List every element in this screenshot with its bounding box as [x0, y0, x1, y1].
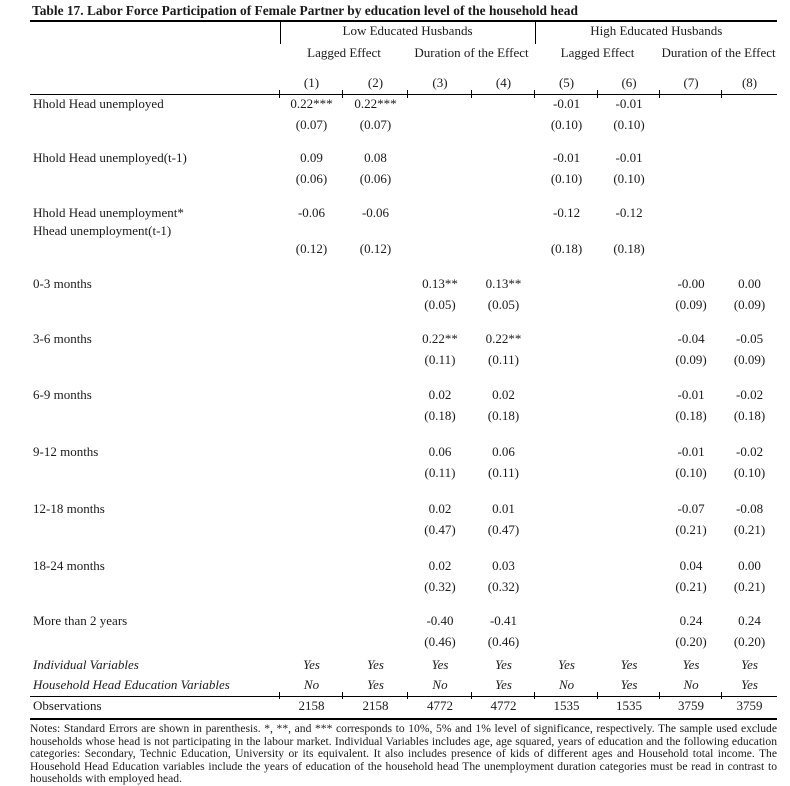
spacer-cell — [30, 191, 777, 204]
se-cell: (0.11) — [488, 352, 519, 367]
se-cell: (0.47) — [424, 522, 456, 537]
coef-cell: 0.00 — [738, 276, 761, 291]
se-cell: (0.05) — [487, 297, 520, 312]
se-cell — [280, 578, 343, 599]
se-cell — [472, 116, 535, 137]
coef-cell — [598, 330, 660, 351]
coef-cell: -0.07 — [677, 501, 705, 516]
coef-cell — [598, 386, 660, 407]
row-label — [30, 204, 280, 240]
se-cell: (0.12) — [359, 241, 392, 256]
se-cell: (0.21) — [733, 522, 766, 537]
spacer-cell — [30, 599, 777, 612]
se-row — [30, 296, 777, 317]
se-cell: (0.06) — [359, 171, 392, 186]
column-number: (2) — [343, 74, 408, 95]
se-cell — [598, 521, 660, 542]
column-number-row — [30, 74, 777, 95]
column-number: (7) — [660, 74, 722, 95]
se-cell: (0.10) — [613, 117, 645, 132]
coef-cell — [408, 95, 472, 117]
coef-row — [30, 500, 777, 521]
column-number: (8) — [722, 74, 777, 95]
coef-cell: -0.12 — [615, 205, 643, 220]
coef-cell: -0.01 — [615, 150, 643, 165]
se-cell — [660, 116, 722, 137]
coef-cell — [598, 500, 660, 521]
se-row — [30, 170, 777, 191]
se-cell: (0.11) — [488, 465, 519, 480]
coef-cell — [722, 149, 777, 170]
row-label-spacer — [30, 170, 280, 191]
spacer-cell — [30, 485, 777, 500]
row-label — [30, 612, 280, 633]
se-cell — [280, 407, 343, 428]
coef-cell: -0.01 — [677, 444, 705, 459]
se-cell — [660, 240, 722, 261]
se-cell: (0.32) — [487, 579, 520, 594]
observations-cell: 4772 — [408, 697, 472, 720]
se-cell: (0.47) — [487, 522, 520, 537]
row-label-line1: Hhold Head unemployed(t-1) — [33, 150, 187, 165]
coef-cell: 0.03 — [492, 558, 515, 573]
coef-cell — [535, 500, 598, 521]
observations-cell: 3759 — [722, 697, 777, 720]
coef-cell — [280, 557, 343, 578]
row-label — [30, 149, 280, 170]
se-cell — [343, 464, 408, 485]
se-cell — [722, 116, 777, 137]
coef-cell: -0.01 — [552, 150, 581, 165]
control-cell: Yes — [741, 657, 758, 672]
table-body — [30, 95, 777, 720]
coef-cell — [535, 443, 598, 464]
group-header-low-educated: Low Educated Husbands — [280, 21, 535, 44]
coef-row — [30, 612, 777, 633]
coef-cell: -0.02 — [735, 444, 764, 459]
coef-cell: 0.22*** — [354, 96, 397, 111]
se-cell — [722, 170, 777, 191]
spacer-cell — [30, 428, 777, 443]
coef-cell: -0.06 — [361, 205, 390, 220]
row-label — [30, 557, 280, 578]
subgroup-lagged-effect-low: Lagged Effect — [307, 45, 381, 60]
coef-cell — [280, 330, 343, 351]
row-label-spacer — [30, 521, 280, 542]
coef-cell: 0.06 — [428, 444, 452, 459]
se-cell: (0.10) — [550, 171, 583, 186]
row-label-line1: 18-24 months — [33, 558, 105, 573]
spacer-row — [30, 261, 777, 275]
spacer-row — [30, 317, 777, 330]
coef-cell — [598, 557, 660, 578]
spacer-cell — [30, 372, 777, 386]
se-cell — [343, 351, 408, 372]
se-cell — [722, 240, 777, 261]
coef-cell — [598, 275, 660, 296]
coef-cell: 0.02 — [492, 387, 515, 402]
coef-cell: -0.08 — [735, 501, 764, 516]
coef-cell: -0.40 — [426, 613, 454, 628]
se-row — [30, 116, 777, 137]
se-cell — [598, 464, 660, 485]
se-cell — [343, 633, 408, 654]
spacer-row — [30, 191, 777, 204]
coef-row — [30, 204, 777, 240]
se-cell — [535, 351, 598, 372]
coef-cell: 0.22*** — [290, 96, 333, 111]
coef-cell — [660, 204, 722, 240]
spacer-row — [30, 485, 777, 500]
coef-cell — [660, 95, 722, 117]
se-cell — [598, 351, 660, 372]
control-cell: Yes — [495, 657, 512, 672]
coef-cell — [535, 557, 598, 578]
coef-cell: -0.01 — [677, 387, 705, 402]
row-label-spacer — [30, 240, 280, 261]
control-cell: No — [432, 677, 448, 692]
coef-cell: 0.02 — [428, 558, 452, 573]
se-cell: (0.05) — [424, 297, 456, 312]
group-header-high-educated: High Educated Husbands — [535, 21, 777, 44]
se-cell — [535, 407, 598, 428]
se-cell: (0.11) — [424, 465, 456, 480]
control-cell: Yes — [558, 657, 575, 672]
column-number: (5) — [535, 74, 598, 95]
column-number: (4) — [472, 74, 535, 95]
coef-cell: -0.05 — [735, 331, 764, 346]
se-cell — [280, 633, 343, 654]
row-label — [30, 275, 280, 296]
spacer-cell — [30, 317, 777, 330]
coef-cell — [280, 443, 343, 464]
coef-cell — [722, 95, 777, 117]
subgroup-header-row — [30, 44, 777, 74]
se-row — [30, 578, 777, 599]
se-cell: (0.21) — [675, 522, 707, 537]
coef-cell: -0.01 — [615, 96, 643, 111]
se-cell: (0.18) — [550, 241, 583, 256]
observations-cell: 1535 — [598, 697, 660, 720]
coef-cell — [343, 557, 408, 578]
se-cell: (0.32) — [424, 579, 456, 594]
coef-row — [30, 330, 777, 351]
control-cell: No — [683, 677, 699, 692]
coef-cell — [343, 330, 408, 351]
se-cell — [598, 407, 660, 428]
se-cell: (0.07) — [295, 117, 328, 132]
spacer-row — [30, 599, 777, 612]
se-cell: (0.10) — [613, 171, 645, 186]
row-label-line2: Hhead unemployment(t-1) — [33, 223, 172, 238]
se-cell — [472, 240, 535, 261]
se-cell: (0.18) — [424, 408, 456, 423]
se-cell: (0.09) — [733, 352, 766, 367]
se-cell — [408, 170, 472, 191]
se-cell — [343, 296, 408, 317]
coef-cell: 0.24 — [738, 613, 761, 628]
row-label — [30, 95, 280, 117]
control-cell: Yes — [682, 657, 700, 672]
coef-cell: -0.06 — [297, 205, 326, 220]
spacer-cell — [30, 542, 777, 557]
header-spacer — [30, 44, 280, 74]
se-cell — [535, 464, 598, 485]
se-cell: (0.20) — [675, 634, 707, 649]
header-spacer — [30, 21, 280, 44]
se-cell — [280, 296, 343, 317]
se-cell — [660, 170, 722, 191]
header-spacer — [30, 74, 280, 95]
spacer-cell — [30, 137, 777, 149]
se-cell: (0.21) — [733, 579, 766, 594]
subgroup-duration-low: Duration of the Effect — [414, 45, 529, 60]
coef-cell — [280, 386, 343, 407]
column-number: (6) — [598, 74, 660, 95]
control-cell: Yes — [367, 677, 384, 692]
coef-cell — [343, 386, 408, 407]
coef-cell: 0.22** — [422, 331, 458, 346]
row-label-spacer — [30, 407, 280, 428]
coef-row — [30, 557, 777, 578]
table-notes: Notes: Standard Errors are shown in parenthesis. *, **, and *** corresponds to 10%, 5% and 1% level of significance, respectively. The sample used exclude households whose head is not participating in the labour market. Individual Variables includes age, age squared, years of education and the following education categories: Secondary, Technic Education, University or its equivalent. It also includes presence of kids of different ages and Household total income. The Household Head Education variables include the years of education of the household head The unemployment duration categories must be read in contrast to households with employed head. — [30, 722, 777, 786]
observations-cell: 4772 — [472, 697, 535, 720]
coef-cell: -0.02 — [735, 387, 764, 402]
control-row — [30, 676, 777, 697]
coef-cell: 0.02 — [428, 387, 452, 402]
coef-cell: -0.12 — [552, 205, 581, 220]
coef-cell — [280, 500, 343, 521]
coef-cell — [343, 443, 408, 464]
control-cell: No — [303, 677, 320, 692]
coef-cell — [343, 500, 408, 521]
se-cell: (0.09) — [675, 297, 707, 312]
se-cell: (0.09) — [733, 297, 766, 312]
coef-cell: 0.04 — [679, 558, 703, 573]
control-row-label: Individual Variables — [33, 657, 139, 672]
column-number: (3) — [408, 74, 472, 95]
se-cell: (0.18) — [487, 408, 520, 423]
coef-cell: 0.22** — [485, 331, 522, 346]
se-row — [30, 521, 777, 542]
coef-cell — [472, 95, 535, 117]
se-cell — [408, 240, 472, 261]
row-label-line1: 3-6 months — [33, 331, 92, 346]
spacer-cell — [30, 261, 777, 275]
se-cell — [598, 633, 660, 654]
control-row-label: Household Head Education Variables — [33, 677, 230, 692]
se-cell — [535, 633, 598, 654]
coef-cell: 0.00 — [738, 558, 761, 573]
row-label — [30, 500, 280, 521]
coef-cell — [598, 612, 660, 633]
coef-cell — [535, 330, 598, 351]
se-cell: (0.18) — [675, 408, 707, 423]
row-label-line1: 9-12 months — [33, 444, 99, 459]
se-cell — [598, 296, 660, 317]
se-cell — [280, 351, 343, 372]
coef-cell — [343, 612, 408, 633]
se-row — [30, 464, 777, 485]
coef-cell: -0.04 — [677, 331, 705, 346]
control-cell: Yes — [303, 657, 320, 672]
se-row — [30, 407, 777, 428]
coef-cell — [660, 149, 722, 170]
table-header — [30, 21, 777, 95]
se-row — [30, 351, 777, 372]
coef-cell — [535, 386, 598, 407]
subgroup-lagged-effect-high: Lagged Effect — [560, 45, 635, 60]
row-label — [30, 330, 280, 351]
coef-cell — [722, 204, 777, 240]
coef-row — [30, 386, 777, 407]
coef-cell — [408, 204, 472, 240]
table-title: Table 17. Labor Force Participation of Female Partner by education level of the household head — [32, 3, 578, 18]
se-cell: (0.18) — [733, 408, 766, 423]
control-cell: No — [558, 677, 575, 692]
row-label-line1: 0-3 months — [33, 276, 92, 291]
coef-cell — [598, 443, 660, 464]
control-cell: Yes — [620, 657, 638, 672]
row-label-line1: Hhold Head unemployment* — [33, 205, 184, 220]
row-label-line1: 12-18 months — [33, 501, 105, 516]
coef-cell — [535, 275, 598, 296]
se-cell — [408, 116, 472, 137]
se-cell: (0.20) — [733, 634, 766, 649]
observations-cell: 2158 — [280, 697, 343, 720]
se-cell: (0.09) — [675, 352, 707, 367]
se-cell — [472, 170, 535, 191]
coef-cell — [280, 275, 343, 296]
coef-row — [30, 149, 777, 170]
coef-cell: -0.01 — [552, 96, 581, 111]
group-header-row — [30, 21, 777, 44]
observations-cell: 3759 — [660, 697, 722, 720]
control-cell: Yes — [620, 677, 638, 692]
row-label-spacer — [30, 464, 280, 485]
row-label-spacer — [30, 633, 280, 654]
se-cell: (0.10) — [675, 465, 707, 480]
row-label-spacer — [30, 116, 280, 137]
se-row — [30, 633, 777, 654]
control-cell: Yes — [741, 677, 758, 692]
se-cell — [343, 407, 408, 428]
observations-cell: 2158 — [343, 697, 408, 720]
observations-cell: 1535 — [535, 697, 598, 720]
coef-cell: 0.13** — [422, 276, 458, 291]
se-cell: (0.12) — [295, 241, 328, 256]
row-label — [30, 443, 280, 464]
se-row — [30, 240, 777, 261]
control-cell: Yes — [367, 657, 384, 672]
coef-row — [30, 275, 777, 296]
observations-row — [30, 697, 777, 720]
coef-cell: -0.00 — [677, 276, 705, 291]
control-row — [30, 656, 777, 676]
coef-cell — [472, 149, 535, 170]
coef-row — [30, 95, 777, 117]
spacer-row — [30, 372, 777, 386]
coef-cell: -0.41 — [489, 613, 518, 628]
coef-cell — [343, 275, 408, 296]
row-label — [30, 386, 280, 407]
se-cell — [535, 578, 598, 599]
row-label-line1: 6-9 months — [33, 387, 92, 402]
coef-cell — [535, 612, 598, 633]
column-number: (1) — [280, 74, 343, 95]
coef-cell: 0.09 — [300, 150, 323, 165]
control-cell: Yes — [495, 677, 512, 692]
se-cell: (0.46) — [424, 634, 456, 649]
se-cell — [280, 521, 343, 542]
se-cell: (0.18) — [613, 241, 645, 256]
se-cell: (0.21) — [675, 579, 707, 594]
spacer-row — [30, 542, 777, 557]
coef-cell — [280, 612, 343, 633]
subgroup-duration-high: Duration of the Effect — [661, 45, 776, 60]
observations-label: Observations — [30, 697, 280, 720]
se-cell — [535, 296, 598, 317]
spacer-row — [30, 428, 777, 443]
coef-cell: 0.24 — [679, 613, 703, 628]
coef-cell: 0.02 — [428, 501, 452, 516]
coef-cell: 0.06 — [492, 444, 515, 459]
row-label-line1: More than 2 years — [33, 613, 128, 628]
se-cell: (0.07) — [359, 117, 392, 132]
se-cell — [598, 578, 660, 599]
se-cell: (0.06) — [295, 171, 328, 186]
se-cell: (0.46) — [487, 634, 520, 649]
se-cell — [535, 521, 598, 542]
spacer-row — [30, 137, 777, 149]
se-cell: (0.11) — [424, 352, 456, 367]
se-cell: (0.10) — [550, 117, 583, 132]
se-cell — [343, 578, 408, 599]
row-label-line1: Hhold Head unemployed — [33, 96, 164, 111]
row-label-spacer — [30, 296, 280, 317]
coef-cell: 0.08 — [364, 150, 387, 165]
regression-table — [30, 20, 777, 720]
coef-cell — [472, 204, 535, 240]
coef-cell: 0.01 — [492, 501, 515, 516]
se-cell — [343, 521, 408, 542]
coef-cell: 0.13** — [485, 276, 522, 291]
row-label-spacer — [30, 578, 280, 599]
control-cell: Yes — [431, 657, 449, 672]
coef-cell — [408, 149, 472, 170]
coef-row — [30, 443, 777, 464]
se-cell — [280, 464, 343, 485]
row-label-spacer — [30, 351, 280, 372]
se-cell: (0.10) — [733, 465, 766, 480]
